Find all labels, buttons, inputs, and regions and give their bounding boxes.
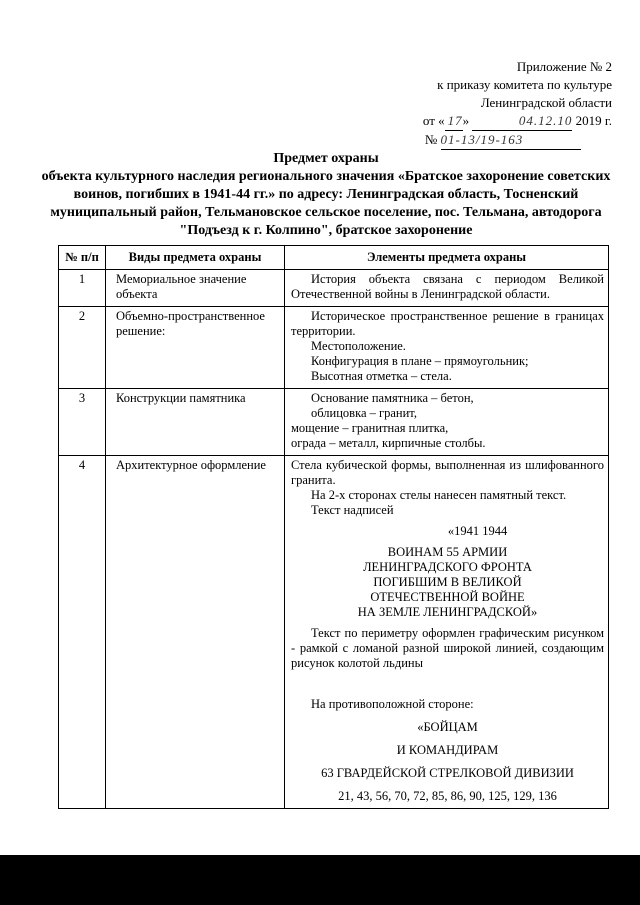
protection-table: [58, 245, 609, 809]
title-body: объекта культурного наследия регионального значения «Братское захоронение советских воинов, погибших в 1941-44 гг.» по адресу: Ленинградская область, Тосненский муниципальный район, Тельмановское сельское поселение, пос. Тельмана, автодорога "Подъезд к г. Колпино", братское захоронение: [41, 169, 611, 238]
inscription-line: «БОЙЦАМ: [417, 720, 478, 734]
inscription-line: ВОИНАМ 55 АРМИИ: [387, 545, 508, 559]
appendix-number: № 01-13/19-163: [423, 131, 612, 150]
inscription-line: ПОГИБШИМ В ВЕЛИКОЙ: [373, 575, 522, 589]
inscription-line: 63 ГВАРДЕЙСКОЙ СТРЕЛКОВОЙ ДИВИЗИИ: [321, 766, 574, 780]
handwritten-day: 17: [445, 112, 463, 131]
table-row: [59, 270, 609, 307]
inscription-years: «1941 1944: [447, 524, 508, 538]
appendix-line2: к приказу комитета по культуре: [437, 77, 612, 92]
appendix-line3: Ленинградской области: [480, 95, 612, 110]
row-elements: Стела кубической формы, выполненная из шлифованного гранита. На 2-х сторонах стелы нанесен памятный текст. Текст надписей «1941 1944 ВОИНАМ 55 АРМИИ ЛЕНИНГРАДСКОГО ФРОНТА ПОГИБШИМ В ВЕЛИКОЙ ОТЕЧЕСТВЕННОЙ ВОЙНЕ НА ЗЕМЛЕ ЛЕНИНГРАДСКОЙ» Текст по периметру оформлен графическим рисунком - рамкой с ломаной разной широкой линией, создающим рисунок колотой льдины На противоположной стороне: «БОЙЦАМ И КОМАНДИРАМ 63 ГВАРДЕЙСКОЙ СТРЕЛКОВОЙ ДИВИЗИИ 21, 43, 56, 70, 72, 85, 86, 90, 125, 129, 136: [285, 456, 609, 809]
table-header-row: [59, 246, 609, 270]
row-elements: Основание памятника – бетон, облицовка – гранит, мощение – гранитная плитка, ограда – металл, кирпичные столбы.: [285, 389, 609, 456]
row-kind: Архитектурное оформление: [106, 456, 285, 809]
table-row: [59, 389, 609, 456]
row-kind: Объемно-пространственное решение:: [106, 307, 285, 389]
row-elements: Историческое пространственное решение в границах территории. Местоположение. Конфигурация в плане – прямоугольник; Высотная отметка – стела.: [285, 307, 609, 389]
header-elements: Элементы предмета охраны: [285, 246, 609, 270]
header-kind: Виды предмета охраны: [106, 246, 285, 270]
row-num: 4: [59, 456, 106, 809]
row-num: 2: [59, 307, 106, 389]
title-heading: Предмет охраны: [273, 151, 379, 166]
table-row: [59, 307, 609, 389]
appendix-line1: Приложение № 2: [516, 59, 612, 74]
row-kind: Конструкции памятника: [106, 389, 285, 456]
handwritten-number: 01-13/19-163: [441, 131, 581, 150]
inscription-line: И КОМАНДИРАМ: [396, 743, 499, 757]
table-row: [59, 456, 609, 809]
inscription-line: ЛЕНИНГРАДСКОГО ФРОНТА: [363, 560, 532, 574]
appendix-block: [423, 58, 612, 150]
header-num: № п/п: [59, 246, 106, 270]
appendix-date: от « 17» 04.12.10 2019 г.: [423, 112, 612, 131]
row-kind: Мемориальное значение объекта: [106, 270, 285, 307]
document-title: [40, 150, 612, 240]
handwritten-month: 04.12.10: [472, 112, 572, 131]
inscription-line: НА ЗЕМЛЕ ЛЕНИНГРАДСКОЙ»: [357, 605, 538, 619]
inscription-line: 21, 43, 56, 70, 72, 85, 86, 90, 125, 129, 136: [338, 789, 557, 803]
row-num: 3: [59, 389, 106, 456]
row-elements: История объекта связана с периодом Великой Отечественной войны в Ленинградской области.: [285, 270, 609, 307]
row-num: 1: [59, 270, 106, 307]
inscription-line: ОТЕЧЕСТВЕННОЙ ВОЙНЕ: [370, 590, 525, 604]
